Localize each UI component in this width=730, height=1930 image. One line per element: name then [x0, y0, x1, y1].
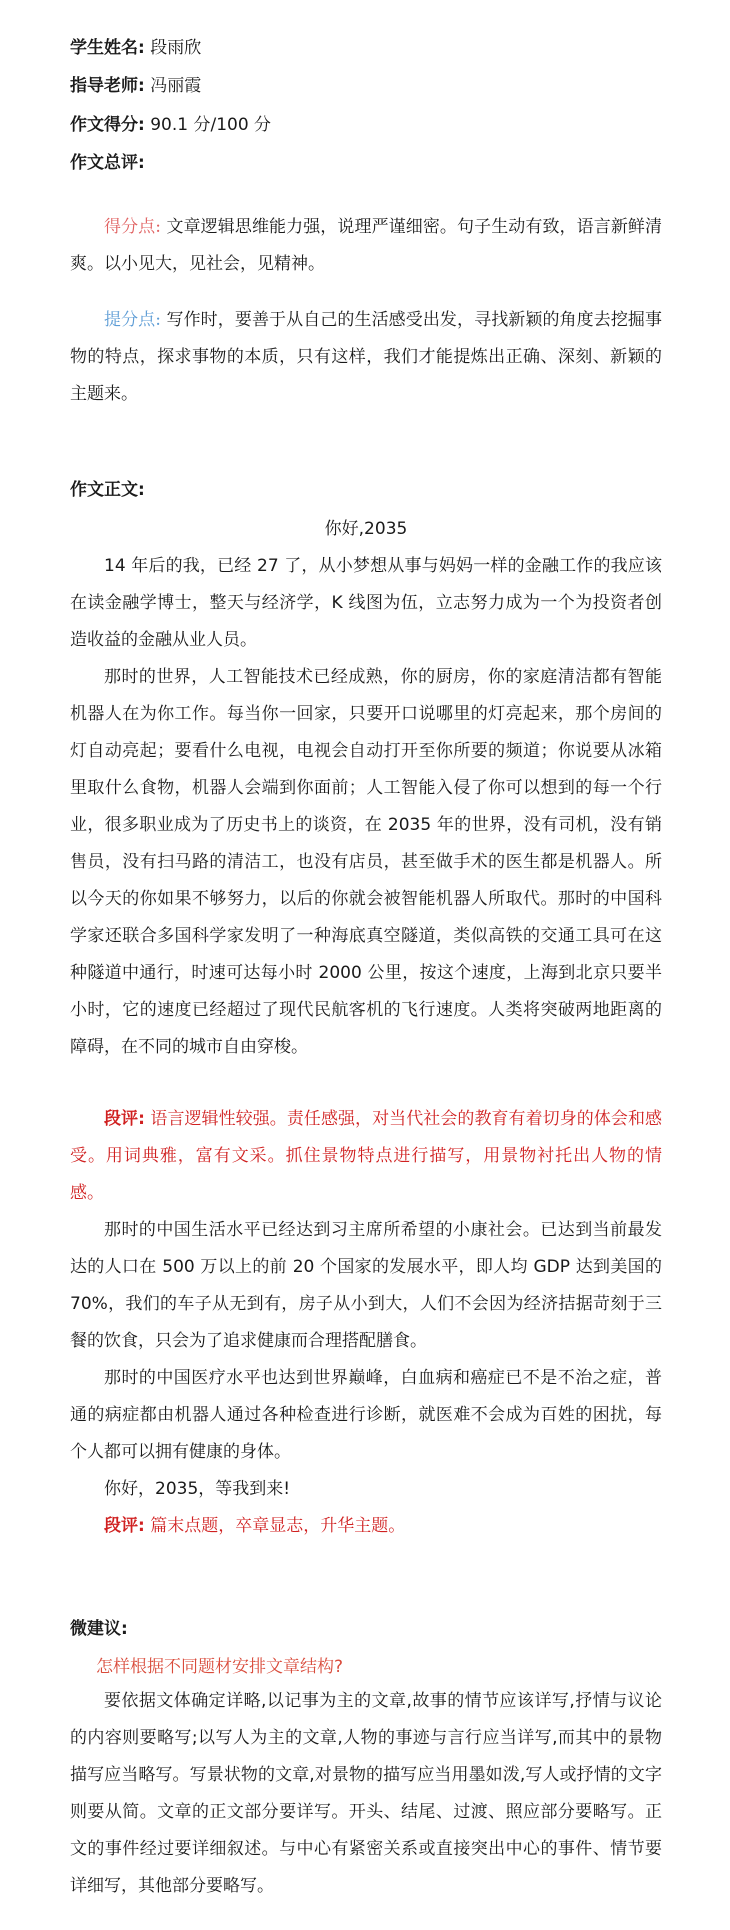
advice-question: 怎样根据不同题材安排文章结构? [96, 1657, 344, 1677]
comment-2-text: 篇末点题，卒章显志，升华主题。 [150, 1516, 406, 1536]
comment-1 [70, 1101, 662, 1212]
review-heading: 作文总评: [70, 153, 145, 173]
score-row [70, 113, 271, 137]
comment-1-text: 语言逻辑性较强。责任感强，对当代社会的教育有着切身的体会和感受。用词典雅，富有文采。抓住景物特点进行描写，用景物衬托出人物的情感。 [70, 1109, 663, 1203]
student-label: 学生姓名: [70, 38, 145, 58]
teacher-label: 指导老师: [70, 76, 145, 96]
score-label: 作文得分: [70, 115, 145, 135]
essay-title: 你好,2035 [324, 519, 408, 539]
improve-paragraph [70, 302, 662, 413]
essay-paragraph-1: 14 年后的我，已经 27 了，从小梦想从事与妈妈一样的金融工作的我应该在读金融学博士，整天与经济学，K 线图为伍，立志努力成为一个为投资者创造收益的金融从业人员。 [70, 556, 662, 650]
essay-paragraph-3: 那时的中国生活水平已经达到习主席所希望的小康社会。已达到当前最发达的人口在 500 万以上的前 20 个国家的发展水平，即人均 GDP 达到美国的 70%，我们的车子从无到有，房子从小到大，人们不会因为经济拮据苛刻于三餐的饮食，只会为了追求健康而合理搭配膳食。 [70, 1220, 662, 1351]
strengths-paragraph [70, 209, 662, 283]
teacher-row [70, 74, 201, 98]
advice-heading: 微建议: [70, 1619, 128, 1639]
essay-paragraph-5: 你好，2035，等我到来! [104, 1479, 291, 1499]
improve-text: 写作时，要善于从自己的生活感受出发，寻找新颖的角度去挖掘事物的特点，探求事物的本质，只有这样，我们才能提炼出正确、深刻、新颖的主题来。 [70, 310, 663, 404]
student-name: 段雨欣 [150, 38, 202, 58]
essay-heading: 作文正文: [70, 480, 145, 500]
strengths-label: 得分点: [104, 217, 161, 237]
comment-2-label: 段评: [104, 1516, 145, 1536]
teacher-name: 冯丽霞 [150, 76, 202, 96]
advice-body: 要依据文体确定详略,以记事为主的文章,故事的情节应该详写,抒情与议论的内容则要略写;以写人为主的文章,人物的事迹与言行应当详写,而其中的景物描写应当略写。写景状物的文章,对景物的描写应当用墨如泼,写人或抒情的文字则要从简。文章的正文部分要详写。开头、结尾、过渡、照应部分要略写。正文的事件经过要详细叙述。与中心有紧密关系或直接突出中心的事件、情节要详细写，其他部分要略写。 [70, 1691, 662, 1896]
student-row [70, 36, 201, 60]
comment-2 [70, 1508, 662, 1545]
comment-1-label: 段评: [104, 1109, 145, 1129]
essay-paragraph-4: 那时的中国医疗水平也达到世界巅峰，白血病和癌症已不是不治之症，普通的病症都由机器人通过各种检查进行诊断，就医难不会成为百姓的困扰，每个人都可以拥有健康的身体。 [70, 1368, 662, 1462]
score-value: 90.1 分/100 分 [150, 115, 272, 135]
strengths-text: 文章逻辑思维能力强，说理严谨细密。句子生动有致，语言新鲜清爽。以小见大，见社会，见精神。 [70, 217, 663, 274]
improve-label: 提分点: [104, 310, 161, 330]
essay-paragraph-2: 那时的世界，人工智能技术已经成熟，你的厨房，你的家庭清洁都有智能机器人在为你工作。每当你一回家，只要开口说哪里的灯亮起来，那个房间的灯自动亮起；要看什么电视，电视会自动打开至你所要的频道；你说要从冰箱里取什么食物，机器人会端到你面前；人工智能入侵了你可以想到的每一个行业，很多职业成为了历史书上的谈资，在 2035 年的世界，没有司机，没有销售员，没有扫马路的清洁工，也没有店员，甚至做手术的医生都是机器人。所以今天的你如果不够努力，以后的你就会被智能机器人所取代。那时的中国科学家还联合多国科学家发明了一种海底真空隧道，类似高铁的交通工具可在这种隧道中通行，时速可达每小时 2000 公里，按这个速度，上海到北京只要半小时，它的速度已经超过了现代民航客机的飞行速度。人类将突破两地距离的障碍，在不同的城市自由穿梭。 [70, 667, 662, 1057]
